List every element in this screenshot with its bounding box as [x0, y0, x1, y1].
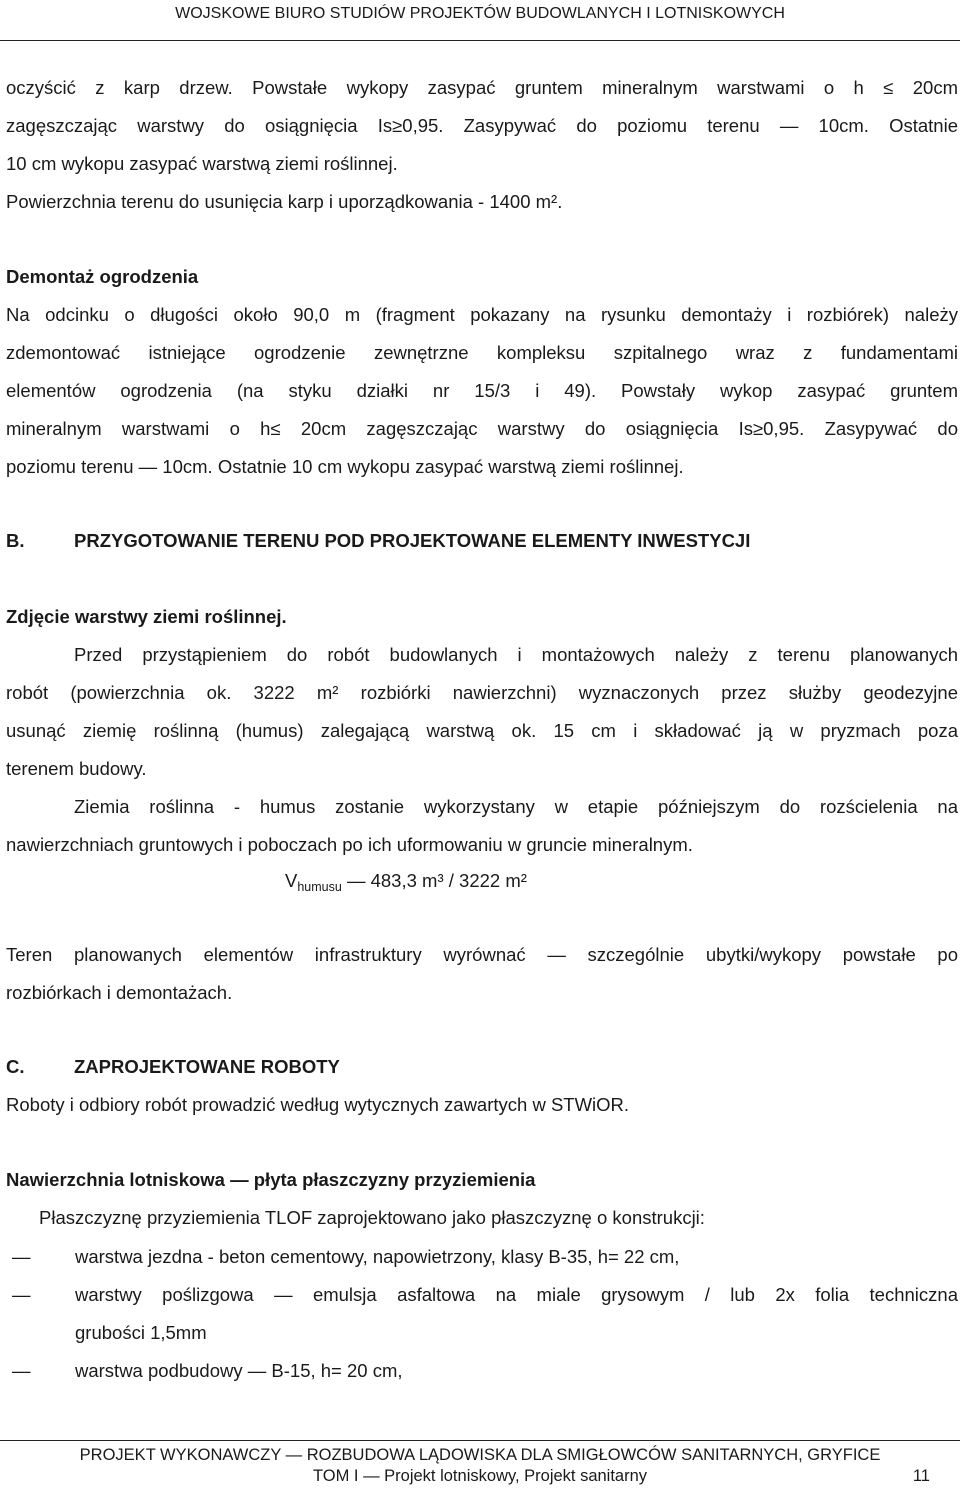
text-line: oczyścić z karp drzew. Powstałe wykopy zasypać gruntem mineralnym warstwami o h ≤ 20cm [6, 77, 958, 98]
text-line: 10 cm wykopu zasypać warstwą ziemi roślinnej. [6, 153, 398, 174]
section-demontaz [6, 258, 958, 486]
list-dash: — [12, 1246, 31, 1267]
section-b-heading [6, 522, 958, 560]
text-line: zagęszczając warstwy do osiągnięcia Is≥0,95. Zasypywać do poziomu terenu — 10cm. Ostatnie [6, 115, 958, 136]
footer-volume: TOM I — Projekt lotniskowy, Projekt sanitarny [312, 1467, 648, 1485]
section-title: PRZYGOTOWANIE TERENU POD PROJEKTOWANE ELEMENTY INWESTYCJI [74, 530, 751, 551]
text-line: elementów ogrodzenia (na styku działki nr 15/3 i 49). Powstały wykop zasypać gruntem [6, 380, 958, 401]
text-line: usunąć ziemię roślinną (humus) zalegającą warstwą ok. 15 cm i składować ją w pryzmach poza [6, 720, 958, 741]
text-line: Roboty i odbiory robót prowadzić według wytycznych zawartych w STWiOR. [6, 1094, 630, 1115]
section-heading: Nawierzchnia lotniskowa — płyta płaszczyzny przyziemienia [6, 1169, 536, 1190]
list-item-text: warstwy poślizgowa — emulsja asfaltowa na miale grysowym / lub 2x folia techniczna [75, 1284, 958, 1305]
formula-value: — 483,3 m³ / 3222 m² [341, 870, 527, 891]
construction-list [6, 1238, 958, 1390]
text-line: nawierzchniach gruntowych i poboczach po ich uformowaniu w gruncie mineralnym. [6, 834, 693, 855]
text-line: poziomu terenu — 10cm. Ostatnie 10 cm wykopu zasypać warstwą ziemi roślinnej. [6, 456, 684, 477]
list-dash: — [12, 1284, 31, 1305]
humus-formula [285, 862, 527, 902]
list-item [6, 1352, 958, 1390]
text-line: Na odcinku o długości około 90,0 m (fragment pokazany na rysunku demontaży i rozbiórek) należy [6, 304, 958, 325]
formula-symbol: V [285, 870, 298, 891]
text-line: Płaszczyznę przyziemienia TLOF zaprojektowano jako płaszczyznę o konstrukcji: [39, 1207, 705, 1228]
section-letter: C. [6, 1056, 25, 1077]
section-heading: Demontaż ogrodzenia [6, 266, 199, 287]
text-line: robót (powierzchnia ok. 3222 m² rozbiórki nawierzchni) wyznaczonych przez służby geodezyjne [6, 682, 958, 703]
section-heading: Zdjęcie warstwy ziemi roślinnej. [6, 606, 287, 627]
section-humus [6, 598, 958, 864]
list-item-text: warstwa podbudowy — B-15, h= 20 cm, [75, 1360, 403, 1381]
text-line: rozbiórkach i demontażach. [6, 982, 233, 1003]
paragraph-teren [6, 936, 958, 1012]
section-c [6, 1048, 958, 1124]
text-line: Przed przystąpieniem do robót budowlanych i montażowych należy z terenu planowanych [74, 644, 958, 665]
list-item [6, 1238, 958, 1276]
text-line: terenem budowy. [6, 758, 147, 779]
section-nawierzchnia [6, 1161, 958, 1237]
text-line: Teren planowanych elementów infrastruktury wyrównać — szczególnie ubytki/wykopy powstałe po [6, 944, 958, 965]
footer-rule [0, 1440, 960, 1441]
list-item-text: grubości 1,5mm [75, 1322, 207, 1343]
section-title: ZAPROJEKTOWANE ROBOTY [74, 1056, 340, 1077]
page-header: WOJSKOWE BIURO STUDIÓW PROJEKTÓW BUDOWLANYCH I LOTNISKOWYCH [175, 5, 785, 22]
list-item [6, 1276, 958, 1352]
footer-project: PROJEKT WYKONAWCZY — ROZBUDOWA LĄDOWISKA DLA SMIGŁOWCÓW SANITARNYCH, GRYFICE [79, 1446, 881, 1464]
section-letter: B. [6, 530, 25, 551]
text-line: Ziemia roślinna - humus zostanie wykorzystany w etapie późniejszym do rozścielenia na [74, 796, 958, 817]
list-item-text: warstwa jezdna - beton cementowy, napowietrzony, klasy B-35, h= 22 cm, [75, 1246, 680, 1267]
header-rule [0, 40, 960, 41]
text-line: zdemontować istniejące ogrodzenie zewnętrzne kompleksu szpitalnego wraz z fundamentami [6, 342, 958, 363]
paragraph-karp [6, 69, 958, 221]
formula-subscript: humusu [297, 880, 342, 894]
text-line: Powierzchnia terenu do usunięcia karp i uporządkowania - 1400 m². [6, 191, 563, 212]
list-dash: — [12, 1360, 31, 1381]
page-number: 11 [912, 1467, 930, 1485]
text-line: mineralnym warstwami o h≤ 20cm zagęszczając warstwy do osiągnięcia Is≥0,95. Zasypywać do [6, 418, 958, 439]
